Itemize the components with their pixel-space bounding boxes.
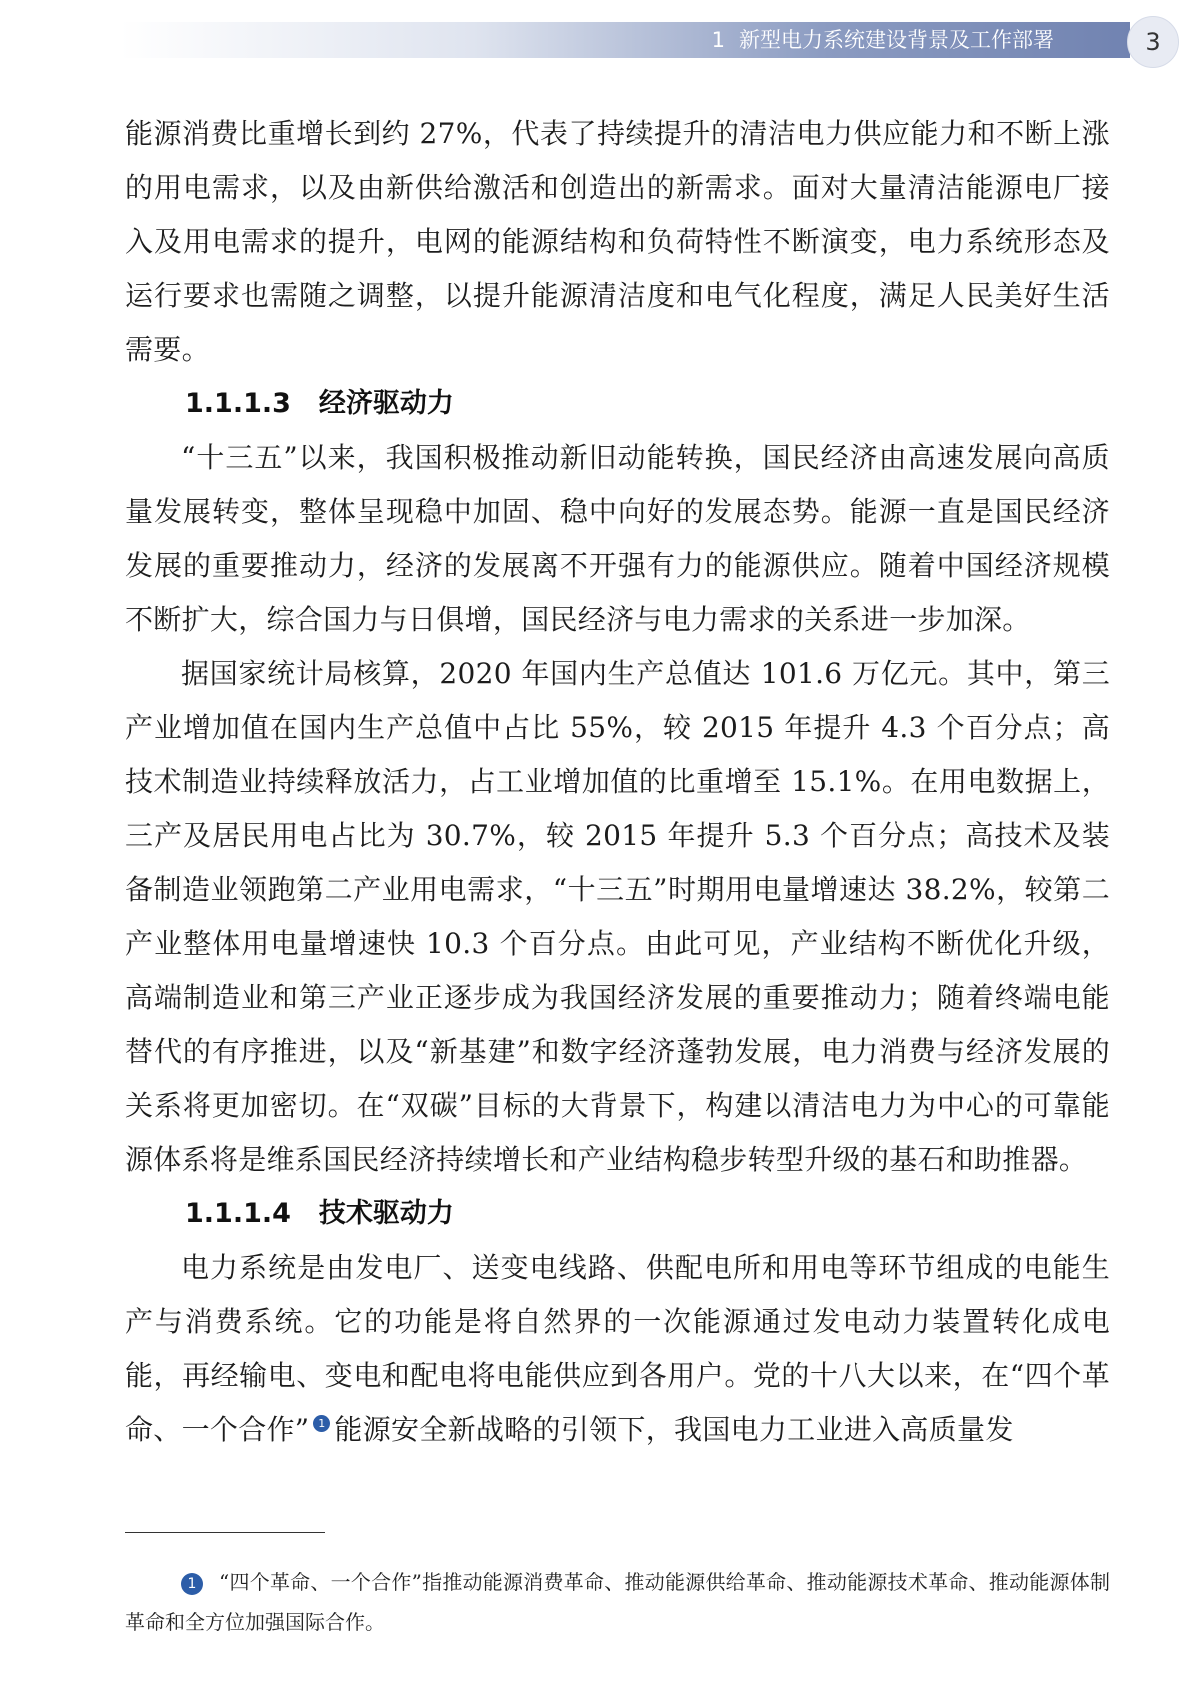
paragraph-statistics: 据国家统计局核算，2020 年国内生产总值达 101.6 万亿元。其中，第三产业增加值在国内生产总值中占比 55%，较 2015 年提升 4.3 个百分点；高技术制造业持续释放活力，占工业增加值的比重增至 15.1%。在用电数据上，三产及居民用电占比为 30.7%，较 2015 年提升 5.3 个百分点；高技术及装备制造业领跑第二产业用电需求，“十三五”时期用电量增速达 38.2%，较第二产业整体用电量增速快 10.3 个百分点。由此可见，产业结构不断优化升级，高端制造业和第三产业正逐步成为我国经济发展的重要推动力；随着终端电能替代的有序推进，以及“新基建”和数字经济蓬勃发展，电力消费与经济发展的关系将更加密切。在“双碳”目标的大背景下，构建以清洁电力为中心的可靠能源体系将是维系国民经济持续增长和产业结构稳步转型升级的基石和助推器。 <box>125 657 1110 1176</box>
section-heading-technology-driver <box>125 1187 1110 1241</box>
paragraph-power-system <box>125 1241 1110 1457</box>
section-title: 经济驱动力 <box>318 388 454 419</box>
running-header-bar <box>120 22 1130 58</box>
footnote-divider <box>125 1532 325 1533</box>
section-number: 1.1.1.3 <box>185 388 291 419</box>
paragraph-energy-consumption: 能源消费比重增长到约 27%，代表了持续提升的清洁电力供应能力和不断上涨的用电需求，以及由新供给激活和创造出的新需求。面对大量清洁能源电厂接入及用电需求的提升，电网的能源结构和负荷特性不断演变，电力系统形态及运行要求也需随之调整，以提升能源清洁度和电气化程度，满足人民美好生活需要。 <box>125 117 1110 366</box>
running-header-title <box>712 26 1054 54</box>
section-heading-economic-driver <box>125 377 1110 431</box>
footnote-text: “四个革命、一个合作”指推动能源消费革命、推动能源供给革命、推动能源技术革命、推动能源体制革命和全方位加强国际合作。 <box>125 1570 1110 1634</box>
paragraph-economic-transition: “十三五”以来，我国积极推动新旧动能转换，国民经济由高速发展向高质量发展转变，整体呈现稳中加固、稳中向好的发展态势。能源一直是国民经济发展的重要推动力，经济的发展离不开强有力的能源供应。随着中国经济规模不断扩大，综合国力与日俱增，国民经济与电力需求的关系进一步加深。 <box>125 441 1110 636</box>
footnote-reference-marker[interactable]: 1 <box>313 1415 330 1432</box>
footnote <box>125 1562 1110 1642</box>
chapter-title: 新型电力系统建设背景及工作部署 <box>739 28 1054 52</box>
section-title: 技术驱动力 <box>318 1198 454 1229</box>
paragraph-text-before-ref: 电力系统是由发电厂、送变电线路、供配电所和用电等环节组成的电能生产与消费系统。它的功能是将自然界的一次能源通过发电动力装置转化成电能，再经输电、变电和配电将电能供应到各用户。党的十八大以来，在“四个革命、一个合作” <box>125 1251 1110 1446</box>
page-number-badge: 3 <box>1127 16 1179 68</box>
chapter-number: 1 <box>711 28 725 52</box>
paragraph-text-after-ref: 能源安全新战略的引领下，我国电力工业进入高质量发 <box>334 1413 1014 1446</box>
page-body <box>125 107 1110 1457</box>
section-number: 1.1.1.4 <box>185 1198 291 1229</box>
footnote-marker: 1 <box>181 1573 203 1595</box>
